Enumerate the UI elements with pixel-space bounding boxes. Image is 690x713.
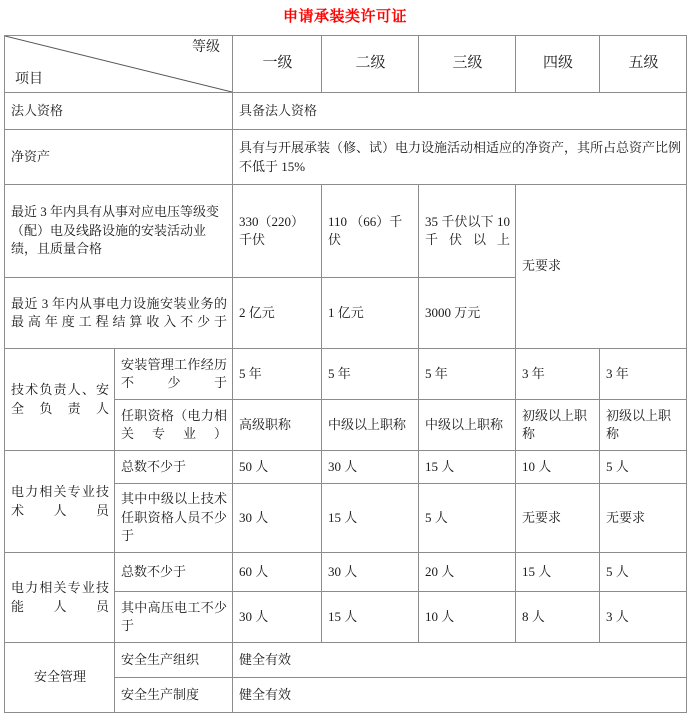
cell-voltage-record-grade-3: 35 千伏以下 10 千伏以上 [419, 185, 516, 278]
row-label-technical-staff: 电力相关专业技术人员 [5, 451, 115, 553]
cell-tech-midlevel-grade-1: 30 人 [233, 484, 322, 553]
row-label-safety-management: 安全管理 [5, 643, 115, 713]
cell-experience-grade-5: 3 年 [600, 349, 687, 400]
cell-skill-total-grade-5: 5 人 [600, 553, 687, 592]
cell-skill-total-grade-3: 20 人 [419, 553, 516, 592]
corner-grade-label: 等级 [192, 40, 220, 55]
cell-revenue-grade-2: 1 亿元 [322, 278, 419, 349]
cell-hv-electrician-grade-1: 30 人 [233, 592, 322, 643]
cell-experience-grade-1: 5 年 [233, 349, 322, 400]
table-row [5, 185, 687, 278]
cell-experience-grade-2: 5 年 [322, 349, 419, 400]
table-row [5, 93, 687, 130]
grade-header-5: 五级 [600, 36, 687, 93]
table-row [5, 643, 687, 678]
cell-revenue-grade-1: 2 亿元 [233, 278, 322, 349]
cell-tech-total-grade-4: 10 人 [516, 451, 600, 484]
cell-qualification-grade-5: 初级以上职称 [600, 400, 687, 451]
corner-item-label: 项目 [15, 72, 43, 88]
grade-header-1: 一级 [233, 36, 322, 93]
table-row [5, 349, 687, 400]
cell-voltage-record-grade-2: 110 （66）千伏 [322, 185, 419, 278]
cell-tech-total-grade-3: 15 人 [419, 451, 516, 484]
sub-label-qualification: 任职资格（电力相关专业） [115, 400, 233, 451]
table-row [5, 130, 687, 185]
table-row [5, 553, 687, 592]
cell-tech-total-grade-1: 50 人 [233, 451, 322, 484]
table-row [5, 451, 687, 484]
grade-header-2: 二级 [322, 36, 419, 93]
cell-voltage-record-grade-1: 330（220）千伏 [233, 185, 322, 278]
cell-hv-electrician-grade-4: 8 人 [516, 592, 600, 643]
cell-qualification-grade-2: 中级以上职称 [322, 400, 419, 451]
table-header-row [5, 36, 687, 93]
grade-header-4: 四级 [516, 36, 600, 93]
cell-tech-midlevel-grade-3: 5 人 [419, 484, 516, 553]
row-label-skilled-staff: 电力相关专业技能人员 [5, 553, 115, 643]
corner-header-cell [5, 36, 233, 93]
sub-label-management-experience: 安装管理工作经历不少于 [115, 349, 233, 400]
sub-label-safety-system: 安全生产制度 [115, 678, 233, 713]
row-value-net-assets: 具有与开展承装（修、试）电力设施活动相适应的净资产，其所占总资产比例不低于 15% [233, 130, 687, 185]
row-label-voltage-record: 最近 3 年内具有从事对应电压等级变（配）电及线路设施的安装活动业绩，且质量合格 [5, 185, 233, 278]
spec-table-container [0, 35, 690, 713]
cell-hv-electrician-grade-3: 10 人 [419, 592, 516, 643]
page-title: 申请承装类许可证 [282, 8, 407, 25]
cell-skill-total-grade-1: 60 人 [233, 553, 322, 592]
row-label-annual-revenue: 最近 3 年内从事电力设施安装业务的最高年度工程结算收入不少于 [5, 278, 233, 349]
sub-label-safety-organization: 安全生产组织 [115, 643, 233, 678]
row-value-legal-status: 具备法人资格 [233, 93, 687, 130]
cell-tech-midlevel-grade-2: 15 人 [322, 484, 419, 553]
cell-skill-total-grade-4: 15 人 [516, 553, 600, 592]
sub-label-tech-midlevel: 其中中级以上技术任职资格人员不少于 [115, 484, 233, 553]
grade-header-3: 三级 [419, 36, 516, 93]
row-label-responsible-persons: 技术负责人、安全负责人 [5, 349, 115, 451]
cell-tech-total-grade-2: 30 人 [322, 451, 419, 484]
row-label-net-assets: 净资产 [5, 130, 233, 185]
cell-experience-grade-3: 5 年 [419, 349, 516, 400]
row-label-legal-status: 法人资格 [5, 93, 233, 130]
cell-qualification-grade-4: 初级以上职称 [516, 400, 600, 451]
cell-hv-electrician-grade-2: 15 人 [322, 592, 419, 643]
cell-voltage-record-no-requirement: 无要求 [516, 185, 687, 349]
cell-safety-organization-value: 健全有效 [233, 643, 687, 678]
cell-hv-electrician-grade-5: 3 人 [600, 592, 687, 643]
cell-tech-midlevel-grade-4: 无要求 [516, 484, 600, 553]
qualification-table [4, 35, 687, 713]
cell-tech-total-grade-5: 5 人 [600, 451, 687, 484]
cell-qualification-grade-3: 中级以上职称 [419, 400, 516, 451]
cell-experience-grade-4: 3 年 [516, 349, 600, 400]
cell-safety-system-value: 健全有效 [233, 678, 687, 713]
cell-revenue-grade-3: 3000 万元 [419, 278, 516, 349]
cell-skill-total-grade-2: 30 人 [322, 553, 419, 592]
sub-label-skill-total: 总数不少于 [115, 553, 233, 592]
sub-label-high-voltage-electrician: 其中高压电工不少于 [115, 592, 233, 643]
sub-label-tech-total: 总数不少于 [115, 451, 233, 484]
cell-tech-midlevel-grade-5: 无要求 [600, 484, 687, 553]
cell-qualification-grade-1: 高级职称 [233, 400, 322, 451]
